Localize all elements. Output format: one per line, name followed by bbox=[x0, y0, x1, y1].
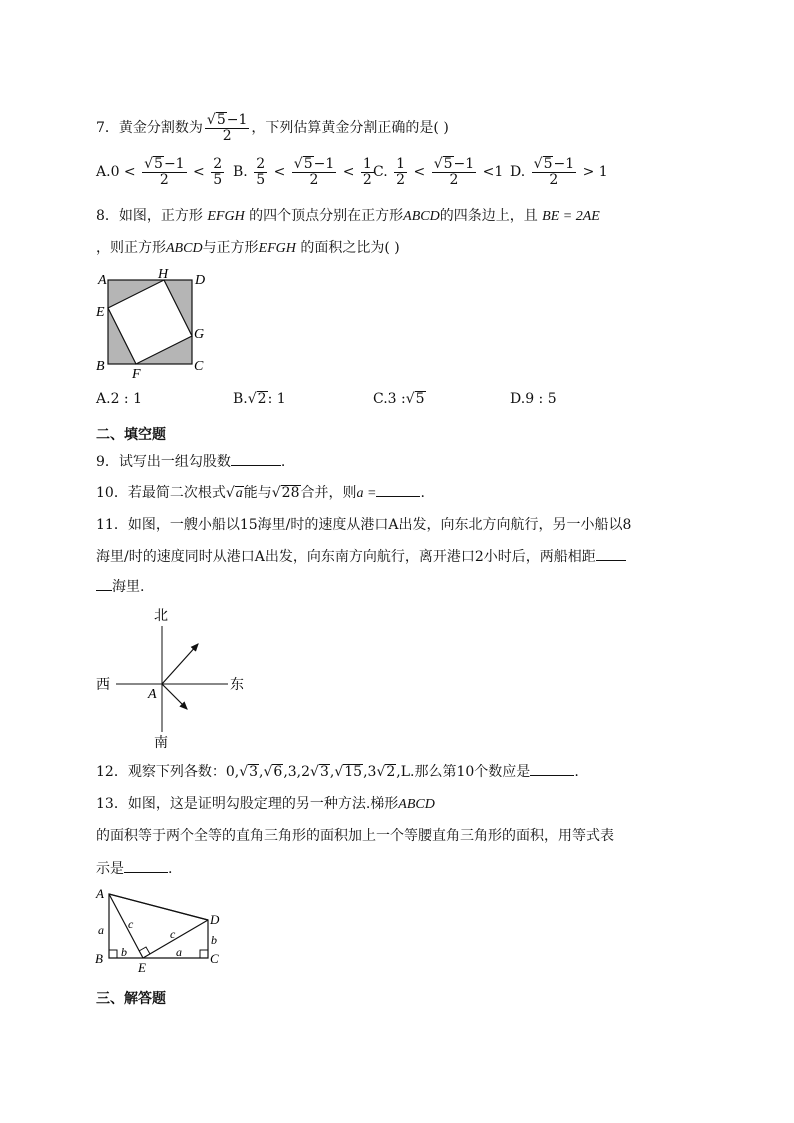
q7-option-c[interactable]: C. $\frac{1}{2}$ < $\frac{√5-1}{2}$ <1 bbox=[373, 155, 504, 188]
q8-option-d[interactable]: D.9 : 5 bbox=[510, 391, 557, 407]
q11-line1: 11．如图，一艘小船以15海里/时的速度从港口A出发，向东北方向航行，另一小船以8 bbox=[96, 517, 632, 533]
compass-west: 西 bbox=[96, 678, 110, 693]
label-d: D bbox=[195, 273, 206, 288]
compass-east: 东 bbox=[230, 678, 244, 693]
fig13-label-e: E bbox=[138, 960, 146, 975]
q7-stem: 7．黄金分割数为 $\frac{√5-1}{2}$ ，下列估算黄金分割正确的是( ) bbox=[96, 112, 449, 144]
fig13-side-a-bottom: a bbox=[176, 945, 182, 959]
label-e: E bbox=[96, 305, 105, 320]
label-c: C bbox=[194, 359, 204, 374]
fig13-side-b-bottom: b bbox=[121, 945, 127, 959]
q8-option-a[interactable]: A.2 : 1 bbox=[96, 391, 142, 407]
q11-compass-figure bbox=[92, 604, 252, 750]
q7-option-d[interactable]: D. $\frac{√5-1}{2}$ > 1 bbox=[510, 156, 608, 188]
q10: 10．若最简二次根式√a能与√28合并，则a = . bbox=[96, 482, 425, 504]
q13-line2: 的面积等于两个全等的直角三角形的面积加上一个等腰直角三角形的面积，用等式表 bbox=[96, 828, 614, 844]
fig13-label-c: C bbox=[210, 951, 219, 966]
q8-option-c[interactable]: C.3 :√5 bbox=[373, 391, 425, 407]
label-h: H bbox=[158, 267, 169, 282]
q12-answer-blank[interactable] bbox=[530, 761, 574, 776]
q9-answer-blank[interactable] bbox=[231, 451, 281, 466]
section-answer: 三、解答题 bbox=[96, 991, 166, 1007]
fig13-side-b-right: b bbox=[211, 933, 217, 947]
q8-stem-line2: ，则正方形ABCD与正方形EFGH 的面积之比为( ) bbox=[96, 240, 400, 256]
compass-origin-a: A bbox=[148, 687, 157, 702]
q11-line2: 海里/时的速度同时从港口A出发，向东南方向航行，离开港口2小时后，两船相距 bbox=[96, 546, 626, 567]
northeast-arrow bbox=[162, 644, 198, 684]
right-angle-c bbox=[200, 950, 208, 958]
q13-line3: 示是 . bbox=[96, 858, 172, 879]
fig13-label-b: B bbox=[95, 951, 103, 966]
golden-ratio-fraction: $\frac{√5-1}{2}$ bbox=[206, 112, 248, 144]
q7-option-b[interactable]: B. $\frac{2}{5}$ < $\frac{√5-1}{2}$ < $\frac{1}{2}$ bbox=[233, 155, 372, 188]
fig13-label-d: D bbox=[210, 912, 220, 927]
q8-stem-line1: 8．如图，正方形 EFGH 的四个顶点分别在正方形ABCD的四条边上，且 BE = 2AE bbox=[96, 208, 600, 224]
fig13-side-c-ae: c bbox=[128, 917, 134, 931]
q8-square-figure bbox=[92, 266, 212, 380]
q11-answer-blank[interactable] bbox=[596, 546, 626, 561]
q13-answer-blank[interactable] bbox=[124, 858, 168, 873]
compass-south: 南 bbox=[154, 736, 168, 750]
q9: 9．试写出一组勾股数 . bbox=[96, 451, 285, 472]
q7-option-a[interactable]: A.0 < $\frac{√5-1}{2}$ < $\frac{2}{5}$ bbox=[96, 155, 223, 188]
q11-line3: 海里. bbox=[96, 576, 144, 597]
q12: 12．观察下列各数：0,√3,√6,3,2√3,√15,3√2,L.那么第10个数应是 . bbox=[96, 761, 579, 782]
q13-line1: 13．如图，这是证明勾股定理的另一种方法.梯形ABCD bbox=[96, 796, 435, 812]
section-fill-in: 二、填空题 bbox=[96, 427, 166, 443]
southeast-arrow bbox=[162, 684, 187, 709]
fig13-side-a-left: a bbox=[98, 923, 104, 937]
right-angle-b bbox=[109, 950, 117, 958]
fig13-side-c-ed: c bbox=[170, 927, 176, 941]
label-b: B bbox=[96, 359, 105, 374]
label-f: F bbox=[132, 367, 141, 380]
q8-option-b[interactable]: B.√2: 1 bbox=[233, 391, 286, 407]
label-g: G bbox=[194, 327, 205, 342]
q10-answer-blank[interactable] bbox=[376, 482, 420, 497]
segment-ad bbox=[109, 894, 208, 920]
q13-trapezoid-figure bbox=[92, 884, 232, 976]
label-a: A bbox=[98, 273, 107, 288]
fig13-label-a: A bbox=[96, 886, 104, 901]
compass-north: 北 bbox=[154, 609, 168, 624]
